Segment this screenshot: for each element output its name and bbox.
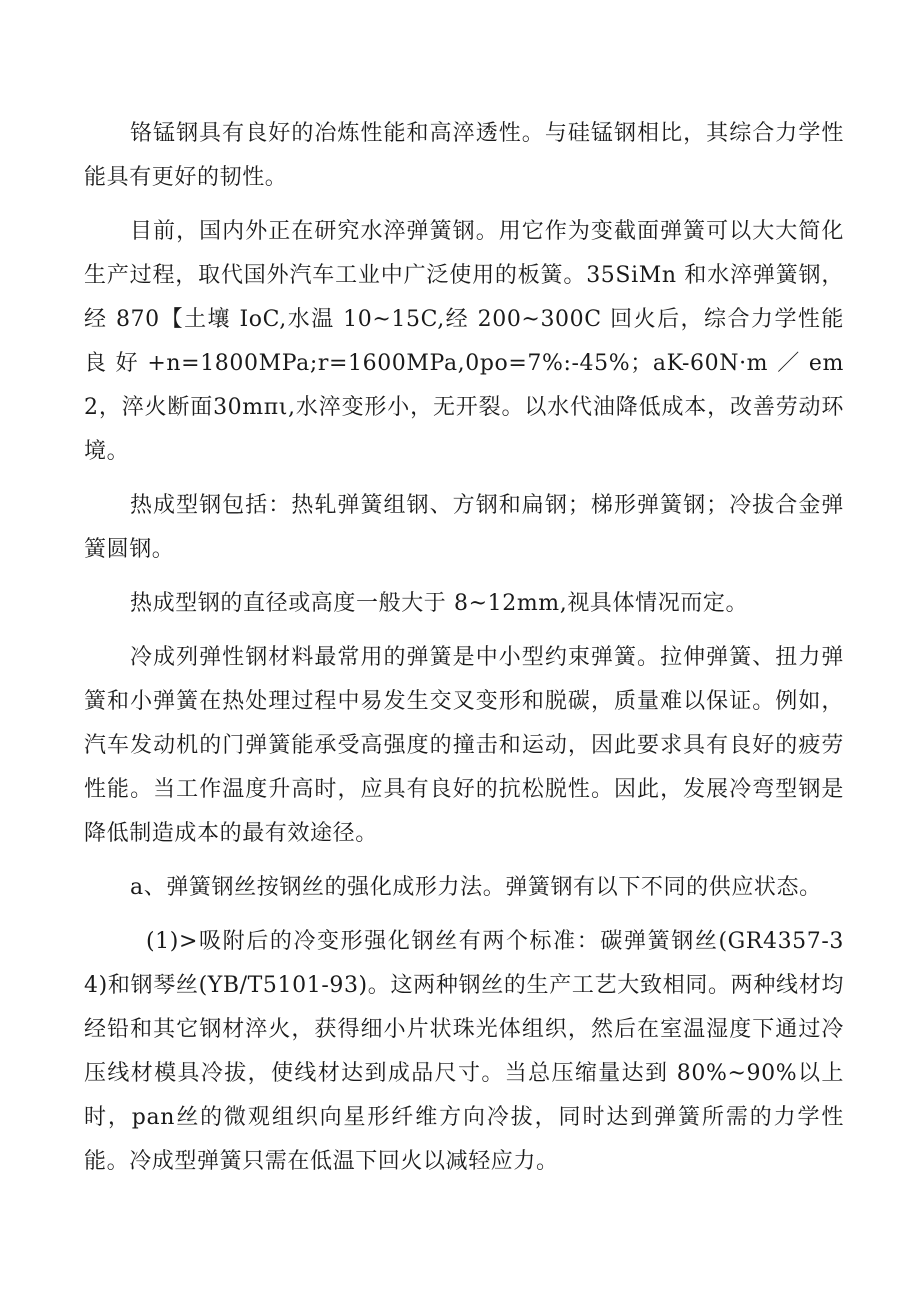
paragraph-2: 目前，国内外正在研究水淬弹簧钢。用它作为变截面弹簧可以大大简化生产过程，取代国外汽车工业中广泛使用的板簧。35SiMn 和水淬弹簧钢，经 870【土壤 IoC,水温 10~15C,经 200~300C 回火后，综合力学性能良好+n=1800MPa;r=1600MPa,0po=7%:-45%；aK-60N·m／em2，淬火断面30mπι,水淬变形小，无开裂。以水代油降低成本，改善劳动环境。 <box>84 219 844 464</box>
paragraph-6: a、弹簧钢丝按钢丝的强化成形力法。弹簧钢有以下不同的供应状态。 <box>130 875 822 900</box>
paragraph-5: 冷成列弹性钢材料最常用的弹簧是中小型约束弹簧。拉伸弹簧、扭力弹簧和小弹簧在热处理过程中易发生交叉变形和脱碳，质量难以保证。例如，汽车发动机的门弹簧能承受高强度的撞击和运动，因此要求具有良好的疲劳性能。当工作温度升高时，应具有良好的抗松脱性。因此，发展冷弯型钢是降低制造成本的最有效途径。 <box>84 645 844 846</box>
paragraph-3: 热成型钢包括：热轧弹簧组钢、方钢和扁钢；梯形弹簧钢；冷拔合金弹簧圆钢。 <box>84 493 844 562</box>
paragraph-4: 热成型钢的直径或高度一般大于 8~12mm,视具体情况而定。 <box>130 591 749 616</box>
paragraph-7: (1)>吸附后的冷变形强化钢丝有两个标准：碳弹簧钢丝(GR4357-34)和钢琴丝(YB/T5101-93)。这两种钢丝的生产工艺大致相同。两种线材均经铅和其它钢材淬火，获得细小片状珠光体组织，然后在室温湿度下通过冷压线材模具冷拔，使线材达到成品尺寸。当总压缩量达到 80%~90%以上时，pan丝的微观组织向星形纤维方向冷拔，同时达到弹簧所需的力学性能。冷成型弹簧只需在低温下回火以减轻应力。 <box>84 929 844 1174</box>
document-page <box>84 112 844 1194</box>
paragraph-1: 铬锰钢具有良好的冶炼性能和高淬透性。与硅锰钢相比，其综合力学性能具有更好的韧性。 <box>84 121 844 190</box>
